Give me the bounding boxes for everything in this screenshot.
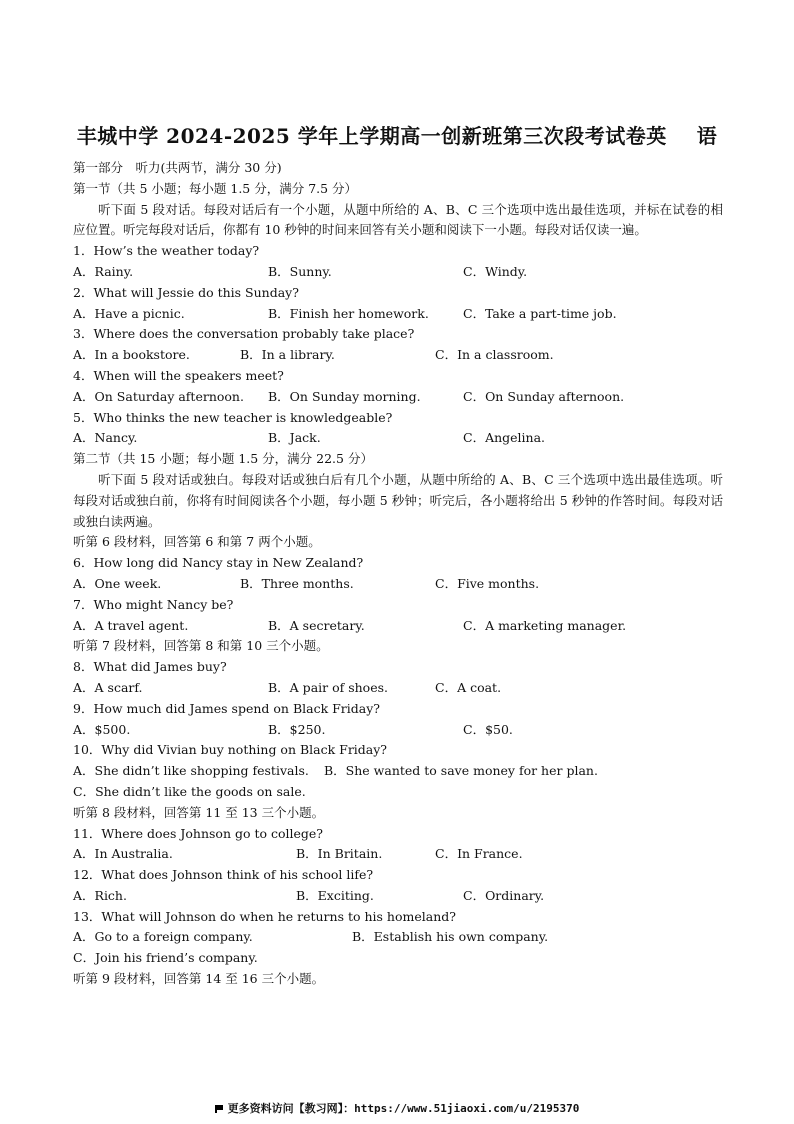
question-options	[73, 761, 723, 782]
question-stem: 3．Where does the conversation probably take place?	[73, 326, 415, 342]
option-c: C．She didn’t like the goods on sale.	[73, 783, 306, 799]
option-a: A．$500.	[73, 721, 131, 737]
option-a: A．On Saturday afternoon.	[73, 388, 244, 404]
option-b: B．Exciting.	[296, 887, 374, 903]
option-c: C．Angelina.	[463, 430, 546, 446]
option-b: B．$250.	[268, 721, 326, 737]
question-options	[73, 574, 723, 595]
option-b: B．A pair of shoes.	[268, 679, 388, 695]
question-stem: 1．How’s the weather today?	[73, 243, 260, 259]
question-options	[73, 927, 723, 948]
question-options	[73, 345, 723, 366]
option-b: B．Finish her homework.	[268, 305, 429, 321]
question-stem: 7．Who might Nancy be?	[73, 596, 234, 612]
material-instruction: 听第 6 段材料，回答第 6 和第 7 两个小题。	[73, 534, 321, 550]
option-c: C．Join his friend’s company.	[73, 950, 258, 966]
option-a: A．In a bookstore.	[73, 347, 190, 363]
page-title	[0, 120, 794, 149]
option-a: A．A scarf.	[73, 679, 143, 695]
option-a: A．A travel agent.	[73, 617, 189, 633]
option-a: A．Have a picnic.	[73, 305, 185, 321]
question-stem: 5．Who thinks the new teacher is knowledgeable?	[73, 409, 393, 425]
question-stem: 11．Where does Johnson go to college?	[73, 825, 324, 841]
option-b: B．Sunny.	[268, 263, 332, 279]
question-options	[73, 678, 723, 699]
option-c: C．Ordinary.	[463, 887, 545, 903]
option-b: B．A secretary.	[268, 617, 365, 633]
footer-text[interactable]: 更多资料访问【教习网】：https://www.51jiaoxi.com/u/2195370	[227, 1102, 580, 1115]
option-b: B．Three months.	[240, 575, 354, 591]
option-a: A．Go to a foreign company.	[73, 929, 253, 945]
option-c: C．Take a part-time job.	[463, 305, 617, 321]
option-a: A．One week.	[73, 575, 162, 591]
section2-instruction: 听下面 5 段对话或独白。每段对话或独白后有几个小题，从题中所给的 A、B、C 三个选项中选出最佳选项。听每段对话或独白前，你将有时间阅读各个小题，每小题 5 秒钟；听完后，各小题将给出 5 秒钟的作答时间。每段对话或独白读两遍。	[73, 471, 723, 529]
option-c: C．Windy.	[463, 263, 528, 279]
option-a: A．Nancy.	[73, 430, 138, 446]
option-a: A．In Australia.	[73, 846, 173, 862]
question-stem: 6．How long did Nancy stay in New Zealand?	[73, 555, 364, 571]
material-instruction: 听第 8 段材料，回答第 11 至 13 三个小题。	[73, 804, 325, 820]
section2-heading: 第二节（共 15 小题；每小题 1.5 分，满分 22.5 分）	[73, 451, 373, 467]
option-c: C．In a classroom.	[435, 347, 554, 363]
option-c: C．Five months.	[435, 575, 540, 591]
question-options	[73, 720, 723, 741]
section1-heading: 第一节（共 5 小题；每小题 1.5 分，满分 7.5 分）	[73, 180, 358, 196]
exam-content	[73, 158, 723, 990]
material-instruction: 听第 7 段材料，回答第 8 和第 10 三个小题。	[73, 638, 329, 654]
question-options	[73, 428, 723, 449]
option-b: B．In a library.	[240, 347, 335, 363]
option-b: B．Establish his own company.	[352, 929, 549, 945]
question-stem: 12．What does Johnson think of his school life?	[73, 867, 374, 883]
question-options	[73, 262, 723, 283]
question-stem: 10．Why did Vivian buy nothing on Black Friday?	[73, 742, 388, 758]
option-c: C．$50.	[463, 721, 513, 737]
material-instruction: 听第 9 段材料，回答第 14 至 16 三个小题。	[73, 971, 325, 987]
question-stem: 8．What did James buy?	[73, 659, 227, 675]
footer-link[interactable]	[0, 1100, 794, 1116]
section1-instruction: 听下面 5 段对话。每段对话后有一个小题，从题中所给的 A、B、C 三个选项中选出最佳选项，并标在试卷的相应位置。听完每段对话后，你都有 10 秒钟的时间来回答有关小题和阅读下一小题。每段对话仅读一遍。	[73, 201, 723, 238]
option-a: A．Rich.	[73, 887, 127, 903]
option-a: A．She didn’t like shopping festivals.	[73, 763, 309, 779]
question-options	[73, 304, 723, 325]
question-options	[73, 387, 723, 408]
question-stem: 2．What will Jessie do this Sunday?	[73, 284, 299, 300]
part-heading: 第一部分 听力(共两节，满分 30 分)	[73, 160, 282, 175]
option-c: C．On Sunday afternoon.	[463, 388, 625, 404]
question-stem: 13．What will Johnson do when he returns to his homeland?	[73, 908, 456, 924]
title-tail: 语	[696, 124, 718, 148]
option-b: B．She wanted to save money for her plan.	[324, 763, 598, 779]
option-c: C．A marketing manager.	[463, 617, 627, 633]
question-options	[73, 616, 723, 637]
question-stem: 9．How much did James spend on Black Friday?	[73, 700, 380, 716]
question-options	[73, 886, 723, 907]
question-options	[73, 844, 723, 865]
title-main: 丰城中学 2024-2025 学年上学期高一创新班第三次段考试卷英	[76, 124, 667, 148]
option-a: A．Rainy.	[73, 263, 134, 279]
option-c: C．In France.	[435, 846, 523, 862]
option-b: B．Jack.	[268, 430, 321, 446]
option-b: B．In Britain.	[296, 846, 383, 862]
flag-icon	[215, 1105, 223, 1113]
option-b: B．On Sunday morning.	[268, 388, 421, 404]
question-stem: 4．When will the speakers meet?	[73, 367, 284, 383]
option-c: C．A coat.	[435, 679, 502, 695]
